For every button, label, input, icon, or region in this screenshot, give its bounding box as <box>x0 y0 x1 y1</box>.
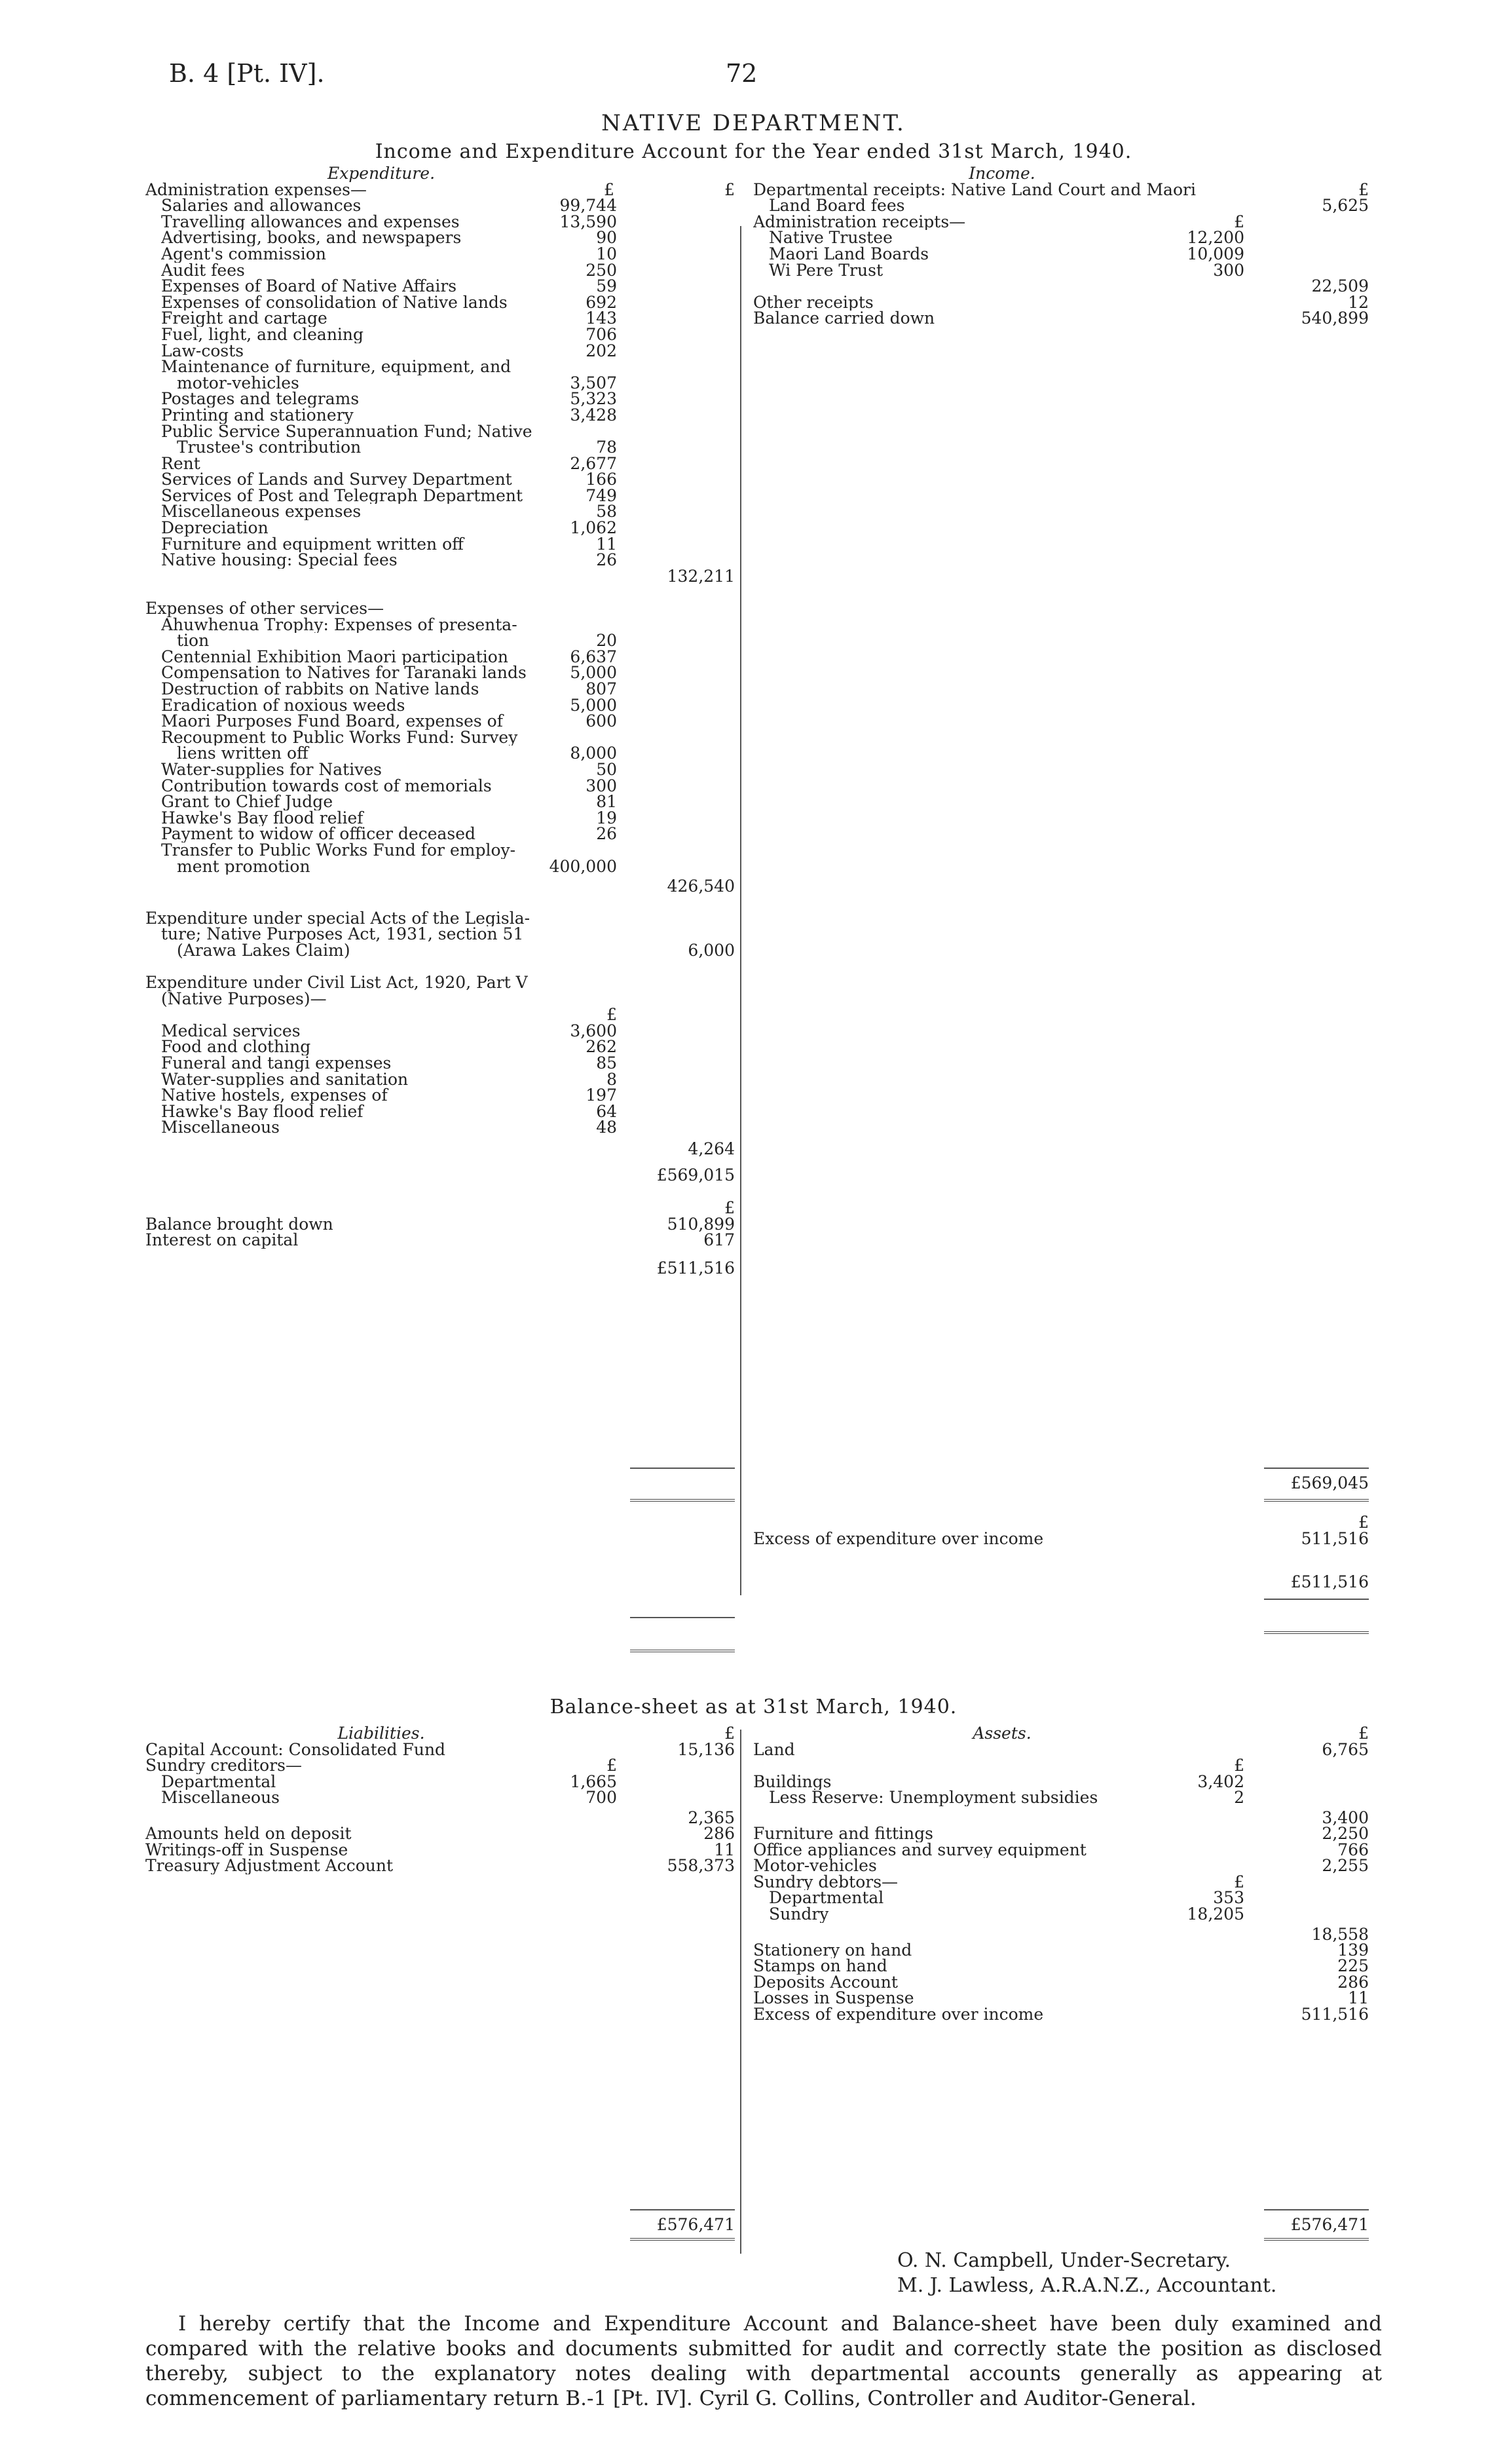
asset-amount: 11 <box>1348 1988 1369 2008</box>
liability-label: Amounts held on deposit <box>145 1825 352 1842</box>
income-column <box>753 166 1382 327</box>
other-service-row <box>145 856 740 876</box>
asset-row <box>753 1823 1382 1843</box>
line-item-label: Freight and cartage <box>161 311 327 327</box>
line-item-label: liens written off <box>177 746 308 762</box>
balance-row-label: Interest on capital <box>145 1232 299 1249</box>
line-item-label: motor-vehicles <box>177 375 299 392</box>
line-item-label: Advertising, books, and newspapers <box>161 230 462 246</box>
line-item-label: Rent <box>161 455 200 472</box>
line-item-amount: 12,200 <box>1187 228 1244 248</box>
special-acts-line <box>145 911 740 927</box>
line-item-label: Maori Purposes Fund Board, expenses of <box>161 713 503 730</box>
line-item-label: Water-supplies for Natives <box>161 761 382 778</box>
excess-amount: 511,516 <box>1301 1528 1369 1548</box>
line-item-amount: 3,600 <box>570 1021 617 1040</box>
line-item-label: Miscellaneous <box>161 1790 280 1806</box>
admin-expense-row <box>145 391 740 408</box>
debtors-currency-head: £ <box>1234 1872 1244 1891</box>
balance-sheet-divider <box>740 1730 741 2254</box>
line-item-amount: 1,062 <box>570 518 617 538</box>
debtors-total: 18,558 <box>1311 1924 1369 1944</box>
page-number: 72 <box>726 59 758 88</box>
account-divider <box>740 226 741 1595</box>
line-item-amount: 58 <box>596 502 617 521</box>
line-item-amount: 48 <box>596 1118 617 1137</box>
asset-amount: 139 <box>1337 1940 1369 1960</box>
balance-sheet-title: Balance-sheet as at 31st March, 1940. <box>549 1696 958 1718</box>
excess-label: Excess of expenditure over income <box>753 1530 1044 1547</box>
liabilities-total: £576,471 <box>656 2215 735 2234</box>
income-totals <box>753 1474 1382 1595</box>
line-item-label: Payment to widow of officer deceased <box>161 826 476 843</box>
text-line-content: (Native Purposes)— <box>161 991 327 1008</box>
buildings-label: Buildings <box>753 1773 832 1791</box>
line-item-label: Centennial Exhibition Maori participation <box>161 649 508 666</box>
line-item-label: Expenses of consolidation of Native lands <box>161 294 508 311</box>
other-service-row <box>145 665 740 681</box>
admin-total: 132,211 <box>667 566 735 586</box>
line-item-amount: 600 <box>586 711 617 731</box>
asset-amount: 18,205 <box>1187 1904 1244 1924</box>
total-rule <box>630 1617 735 1618</box>
asset-amount: 353 <box>1213 1888 1244 1908</box>
line-item-amount: 8 <box>606 1069 617 1089</box>
line-item-label: Food and clothing <box>161 1039 311 1056</box>
income-heading: Income. <box>969 166 1035 182</box>
expenditure-grand-total: £569,015 <box>656 1166 735 1185</box>
asset-label: Motor-vehicles <box>753 1858 877 1874</box>
asset-label: Deposits Account <box>753 1974 898 1991</box>
line-item-amount: 90 <box>596 228 617 248</box>
asset-label: Stamps on hand <box>753 1958 887 1975</box>
civil-currency-head: £ <box>606 1005 617 1025</box>
line-item-amount: 5,000 <box>570 663 617 683</box>
line-item-amount: 5,000 <box>570 695 617 715</box>
line-item-label: Public Service Superannuation Fund; Native <box>161 423 532 440</box>
line-item-label: Agent's commission <box>161 246 326 263</box>
buildings-amount: 3,402 <box>1197 1772 1244 1791</box>
other-receipts-amount: 12 <box>1348 292 1369 312</box>
debtors-heading: Sundry debtors— <box>753 1874 899 1891</box>
currency-head: £ <box>604 180 614 199</box>
line-item-label: Grant to Chief Judge <box>161 794 333 810</box>
admin-expense-row <box>145 292 740 312</box>
admin-expense-row <box>145 534 740 554</box>
line-item-amount: 300 <box>1213 260 1244 280</box>
line-item-amount: 749 <box>586 485 617 505</box>
asset-row <box>753 1842 1382 1859</box>
land-label: Land <box>753 1741 795 1758</box>
admin-expense-row <box>145 230 740 246</box>
admin-expense-row <box>145 453 740 473</box>
line-item-label: Travelling allowances and expenses <box>161 214 460 231</box>
line-item-label: Law-costs <box>161 343 244 360</box>
admin-expense-row <box>145 311 740 327</box>
line-item-amount: 400,000 <box>549 856 617 876</box>
text-line-content: Expenditure under Civil List Act, 1920, Part V <box>145 975 528 991</box>
signature-accountant: M. J. Lawless, A.R.A.N.Z., Accountant. <box>897 2274 1277 2297</box>
line-item-label: tion <box>177 633 210 649</box>
other-service-row <box>145 759 740 779</box>
liability-amount: 286 <box>703 1823 735 1843</box>
line-item-label: Native housing: Special fees <box>161 552 398 569</box>
line-item-label: Hawke's Bay flood relief <box>161 810 363 827</box>
capital-account-amount: 15,136 <box>677 1739 735 1759</box>
line-item-label: Wi Pere Trust <box>769 262 883 279</box>
signature-under-secretary: O. N. Campbell, Under-Secretary. <box>897 2249 1231 2272</box>
line-item-label: Recoupment to Public Works Fund: Survey <box>161 729 518 746</box>
civil-list-row <box>145 1039 740 1055</box>
sundry-creditor-row <box>145 1790 740 1806</box>
line-item-amount: 807 <box>586 679 617 698</box>
capital-account-label: Capital Account: Consolidated Fund <box>145 1741 446 1758</box>
liability-label: Writings-off in Suspense <box>145 1842 348 1859</box>
total-double-rule <box>1264 2238 1369 2241</box>
total-rule <box>1264 2209 1369 2210</box>
admin-receipts-currency-head: £ <box>1234 212 1244 231</box>
other-service-row <box>145 746 740 762</box>
civil-list-row <box>145 1101 740 1121</box>
asset-row <box>753 1940 1382 1960</box>
line-item-amount: 262 <box>586 1037 617 1057</box>
admin-expense-row <box>145 472 740 488</box>
asset-label: Excess of expenditure over income <box>753 2006 1044 2023</box>
line-item-amount: 26 <box>596 550 617 570</box>
balance-row-label: Balance brought down <box>145 1216 333 1233</box>
line-item-amount: 64 <box>596 1101 617 1121</box>
liabilities-heading: Liabilities. <box>337 1726 425 1742</box>
buildings-net: 3,400 <box>1322 1808 1369 1827</box>
line-item-label: Ahuwhenua Trophy: Expenses of presenta- <box>161 616 517 634</box>
asset-amount: 286 <box>1337 1972 1369 1992</box>
line-item-label: Native hostels, expenses of <box>161 1088 388 1104</box>
other-service-row <box>145 617 740 634</box>
admin-receipts-total: 22,509 <box>1311 276 1369 296</box>
line-item-label: Hawke's Bay flood relief <box>161 1103 363 1120</box>
line-item-amount: 99,744 <box>559 196 617 216</box>
line-item-label: Depreciation <box>161 520 269 537</box>
admin-receipt-row <box>753 260 1382 280</box>
balance-section-total: £511,516 <box>656 1258 735 1278</box>
dept-receipts-line1: Departmental receipts: Native Land Court and Maori <box>753 181 1196 199</box>
admin-expense-row <box>145 440 740 456</box>
dept-receipts-line2: Land Board fees <box>769 198 905 214</box>
line-item-label: Eradication of noxious weeds <box>161 697 405 714</box>
admin-expense-row <box>145 278 740 295</box>
line-item-label: Funeral and tangi expenses <box>161 1055 392 1072</box>
other-services-heading: Expenses of other services— <box>145 601 384 617</box>
admin-expense-row <box>145 246 740 263</box>
line-item-amount: 2,677 <box>570 453 617 473</box>
other-service-row <box>145 794 740 810</box>
balance-row <box>145 1214 740 1234</box>
asset-amount: 2,255 <box>1322 1856 1369 1876</box>
text-line-content: Expenditure under special Acts of the Legisla- <box>145 910 530 927</box>
liabilities-total-block <box>145 2217 740 2233</box>
asset-amount: 511,516 <box>1301 2004 1369 2024</box>
line-item-label: Fuel, light, and cleaning <box>161 326 364 343</box>
asset-amount: 225 <box>1337 1956 1369 1976</box>
land-amount: 6,765 <box>1322 1739 1369 1759</box>
total-rule <box>630 2209 735 2210</box>
liability-amount: 11 <box>714 1840 735 1859</box>
line-item-amount: 50 <box>596 759 617 779</box>
balance-row <box>145 1232 740 1249</box>
asset-row <box>753 2004 1382 2024</box>
admin-expense-row <box>145 214 740 231</box>
sundry-creditors-heading: Sundry creditors— <box>145 1758 302 1774</box>
line-item-amount: 6,000 <box>688 940 735 960</box>
asset-row <box>753 1972 1382 1992</box>
other-service-row <box>145 778 740 795</box>
line-item-amount: 19 <box>596 808 617 827</box>
asset-amount: 766 <box>1337 1840 1369 1859</box>
line-item-amount: 10,009 <box>1187 244 1244 263</box>
asset-label: Office appliances and survey equipment <box>753 1842 1087 1859</box>
admin-receipt-row <box>753 230 1382 246</box>
assets-total: £576,471 <box>1290 2215 1369 2234</box>
assets-total-block <box>753 2217 1382 2233</box>
text-line-content: ture; Native Purposes Act, 1931, section 51 <box>161 926 524 943</box>
other-service-row <box>145 843 740 859</box>
line-item-label: Compensation to Natives for Taranaki lands <box>161 665 527 681</box>
other-services-total: 426,540 <box>667 877 735 896</box>
line-item-label: Departmental <box>161 1773 276 1791</box>
line-item-amount: 59 <box>596 276 617 296</box>
income-grand-total: £569,045 <box>1290 1473 1369 1492</box>
asset-row <box>753 1890 1382 1906</box>
line-item-amount: 166 <box>586 470 617 489</box>
asset-label: Departmental <box>769 1890 884 1906</box>
line-item-amount: 78 <box>596 438 617 457</box>
admin-expense-row <box>145 324 740 344</box>
balance-row-amount: 617 <box>703 1230 735 1250</box>
admin-receipts-heading: Administration receipts— <box>753 214 966 231</box>
liability-row <box>145 1842 740 1859</box>
asset-label: Losses in Suspense <box>753 1990 914 2007</box>
less-reserve-label: Less Reserve: Unemployment subsidies <box>769 1790 1098 1806</box>
sundry-total: 2,365 <box>688 1808 735 1827</box>
admin-expense-row <box>145 375 740 392</box>
line-item-amount: 85 <box>596 1053 617 1073</box>
admin-expense-row <box>145 359 740 375</box>
asset-row <box>753 1906 1382 1923</box>
line-item-amount: 300 <box>586 776 617 795</box>
line-item-label: Miscellaneous <box>161 1120 280 1137</box>
line-item-amount: 197 <box>586 1086 617 1105</box>
admin-expense-row <box>145 405 740 425</box>
line-item-amount: 81 <box>596 792 617 812</box>
admin-receipt-row <box>753 246 1382 263</box>
other-service-row <box>145 826 740 843</box>
line-item-amount: 692 <box>586 292 617 312</box>
civil-total: 4,264 <box>688 1139 735 1159</box>
assets-currency-head: £ <box>1358 1724 1369 1743</box>
account-title: Income and Expenditure Account for the Year ended 31st March, 1940. <box>375 140 1132 163</box>
line-item-label: Expenses of Board of Native Affairs <box>161 278 457 295</box>
line-item-label: (Arawa Lakes Claim) <box>177 942 350 959</box>
other-service-row <box>145 810 740 827</box>
admin-expense-row <box>145 343 740 360</box>
liability-label: Treasury Adjustment Account <box>145 1858 394 1874</box>
asset-label: Sundry <box>769 1906 829 1923</box>
currency-head: £ <box>724 180 735 199</box>
balance-carried-down-label: Balance carried down <box>753 311 935 327</box>
line-item-label: Audit fees <box>161 262 245 279</box>
excess-currency-head: £ <box>1358 1513 1369 1532</box>
line-item-amount: 5,323 <box>570 389 617 409</box>
total-double-rule <box>1264 1499 1369 1502</box>
total-double-rule <box>630 1499 735 1502</box>
line-item-label: Maori Land Boards <box>769 246 929 263</box>
sundry-creditor-row <box>145 1774 740 1791</box>
total-rule <box>1264 1599 1369 1600</box>
line-item-amount: 11 <box>596 534 617 554</box>
other-service-row <box>145 730 740 746</box>
page-reference: B. 4 [Pt. IV]. <box>169 59 325 88</box>
assets-column <box>753 1726 1382 2023</box>
liabilities-column <box>145 1726 740 1874</box>
civil-list-row <box>145 1023 740 1040</box>
admin-expense-row <box>145 485 740 505</box>
civil-list-row <box>145 1069 740 1089</box>
line-item-amount: 20 <box>596 631 617 651</box>
line-item-amount: 143 <box>586 309 617 328</box>
other-service-row <box>145 681 740 698</box>
line-item-amount: 10 <box>596 244 617 263</box>
line-item-amount: 3,428 <box>570 405 617 425</box>
admin-expense-row <box>145 260 740 280</box>
line-item-amount: 706 <box>586 324 617 344</box>
asset-row <box>753 1858 1382 1874</box>
line-item-label: Destruction of rabbits on Native lands <box>161 681 479 698</box>
balance-row-amount: 510,899 <box>667 1214 735 1234</box>
total-rule <box>630 1468 735 1469</box>
expenditure-column <box>145 166 740 1281</box>
buildings-currency-head: £ <box>1234 1756 1244 1775</box>
other-receipts-label: Other receipts <box>753 294 874 311</box>
line-item-amount: 700 <box>586 1788 617 1808</box>
line-item-label: Trustee's contribution <box>177 440 362 456</box>
department-title: NATIVE DEPARTMENT. <box>601 110 906 136</box>
civil-list-heading <box>145 991 740 1008</box>
line-item-label: Salaries and allowances <box>161 198 362 214</box>
asset-label: Stationery on hand <box>753 1942 912 1959</box>
total-double-rule <box>630 2238 735 2241</box>
line-item-label: Transfer to Public Works Fund for employ- <box>161 842 516 859</box>
line-item-amount: 8,000 <box>570 744 617 763</box>
line-item-amount: 13,590 <box>559 212 617 231</box>
admin-expense-row <box>145 424 740 440</box>
admin-expense-row <box>145 520 740 537</box>
balance-carried-down-amount: 540,899 <box>1301 309 1369 328</box>
asset-row <box>753 1990 1382 2007</box>
liabilities-currency-head: £ <box>724 1724 735 1743</box>
civil-list-heading <box>145 975 740 991</box>
civil-list-row <box>145 1055 740 1072</box>
line-item-label: Water-supplies and sanitation <box>161 1071 409 1088</box>
other-service-row <box>145 713 740 730</box>
line-item-label: Medical services <box>161 1023 301 1040</box>
admin-expense-row <box>145 198 740 214</box>
line-item-label: Postages and telegrams <box>161 391 360 408</box>
other-service-row <box>145 649 740 666</box>
less-reserve-amount: 2 <box>1234 1788 1244 1808</box>
line-item-amount: 202 <box>586 341 617 360</box>
asset-amount: 2,250 <box>1322 1823 1369 1843</box>
special-acts-line <box>145 926 740 943</box>
excess-total: £511,516 <box>1290 1572 1369 1592</box>
admin-expense-row <box>145 552 740 569</box>
line-item-amount: 1,665 <box>570 1772 617 1791</box>
assets-heading: Assets. <box>973 1726 1032 1742</box>
line-item-amount: 3,507 <box>570 373 617 392</box>
line-item-label: Contribution towards cost of memorials <box>161 778 492 795</box>
line-item-label: Native Trustee <box>769 230 893 246</box>
liability-row <box>145 1823 740 1843</box>
line-item-label: Miscellaneous expenses <box>161 504 362 521</box>
admin-heading: Administration expenses— <box>145 181 367 199</box>
other-service-row <box>145 633 740 649</box>
admin-expense-row <box>145 504 740 520</box>
dept-receipts-amount: 5,625 <box>1322 196 1369 216</box>
line-item-label: Printing and stationery <box>161 407 354 424</box>
civil-list-row <box>145 1088 740 1104</box>
expenditure-heading: Expenditure. <box>327 166 436 182</box>
liability-row <box>145 1858 740 1874</box>
asset-label: Furniture and fittings <box>753 1825 933 1842</box>
line-item-label: Services of Post and Telegraph Department <box>161 487 523 504</box>
line-item-amount: 6,637 <box>570 647 617 666</box>
sundry-currency-head: £ <box>606 1756 617 1775</box>
civil-list-row <box>145 1120 740 1136</box>
total-rule <box>1264 1468 1369 1469</box>
balance-currency-head: £ <box>724 1198 735 1218</box>
income-currency-head: £ <box>1358 180 1369 199</box>
other-service-row <box>145 695 740 715</box>
line-item-label: Services of Lands and Survey Department <box>161 472 512 488</box>
line-item-label: ment promotion <box>177 858 310 875</box>
line-item-amount: 250 <box>586 260 617 280</box>
total-double-rule <box>1264 1631 1369 1634</box>
line-item-label: Maintenance of furniture, equipment, and <box>161 359 512 375</box>
audit-certificate: I hereby certify that the Income and Expenditure Account and Balance-sheet have been duly examined and compared with the relative books and documents submitted for audit and correctly state the position as disclosed thereby, subject to the explanatory notes dealing with departmental accounts generally as appearing at commencement of parliamentary return B.-1 [Pt. IV]. Cyril G. Collins, Controller and Auditor-General. <box>145 2312 1382 2410</box>
line-item-amount: 26 <box>596 824 617 844</box>
liability-amount: 558,373 <box>667 1856 735 1876</box>
special-acts-row <box>145 940 740 960</box>
line-item-label: Furniture and equipment written off <box>161 536 464 553</box>
total-double-rule <box>630 1650 735 1652</box>
asset-row <box>753 1958 1382 1975</box>
